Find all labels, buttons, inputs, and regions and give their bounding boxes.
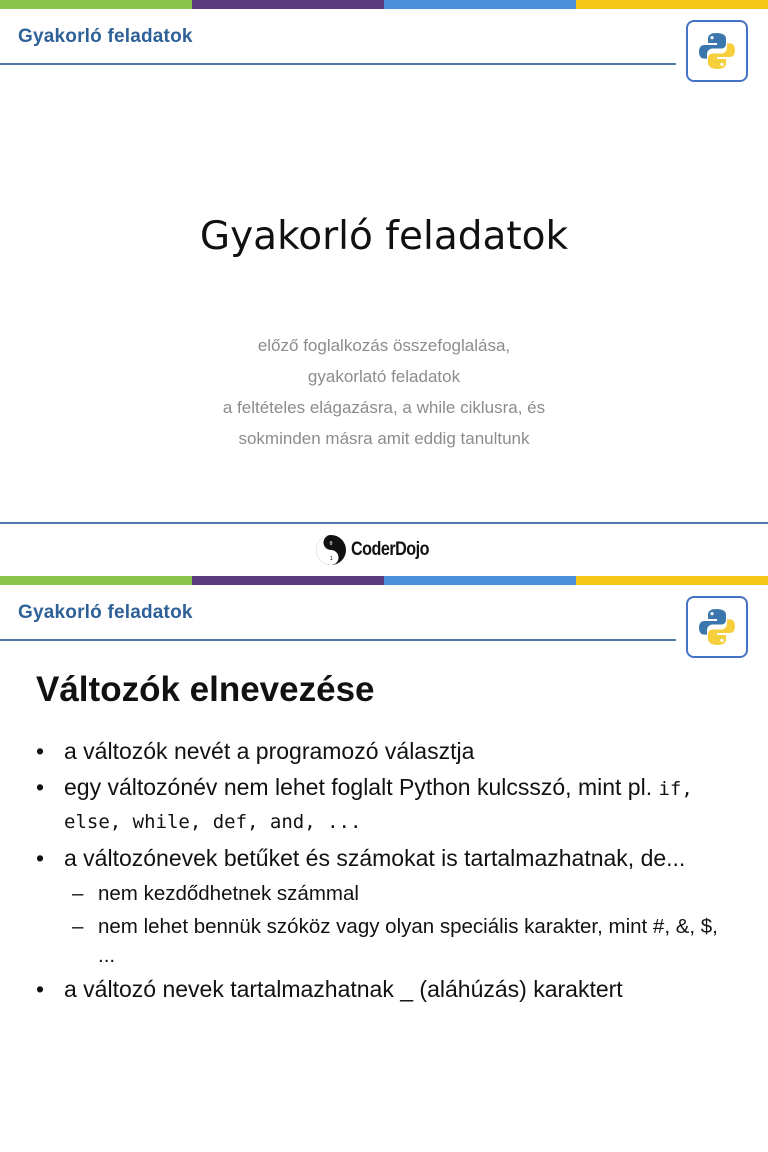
subtitle-line: sokminden másra amit eddig tanultunk	[238, 429, 530, 448]
slide-subtitle	[0, 330, 768, 454]
subtitle-line: gyakorlató feladatok	[307, 367, 461, 386]
bullet-item: • a változó nevek tartalmazhatnak _ (aláhúzás) karaktert	[36, 974, 736, 1005]
svg-text:0: 0	[329, 541, 333, 547]
color-stripe	[0, 576, 768, 585]
sub-bullet-item: – nem lehet bennük szóköz vagy olyan speciális karakter, mint #, &, $, ...	[36, 912, 736, 970]
python-logo-icon	[686, 20, 748, 82]
svg-text:1: 1	[329, 556, 333, 562]
header-divider	[0, 63, 676, 65]
coderdojo-logo-icon	[315, 534, 347, 566]
slide-heading: Változók elnevezése	[36, 670, 375, 709]
bullet-item	[36, 772, 736, 838]
header-divider	[0, 639, 676, 641]
coderdojo-logo	[315, 534, 443, 566]
python-logo-icon	[686, 596, 748, 658]
color-stripe	[0, 0, 768, 9]
keyword-list: if, else, while, def, and, ...	[64, 778, 693, 833]
coderdojo-logo-text: CoderDojo	[351, 539, 429, 560]
header-title: Gyakorló feladatok	[18, 602, 193, 623]
bullet-item: • a változónevek betűket és számokat is tartalmazhatnak, de...	[36, 843, 736, 874]
subtitle-line: a feltételes elágazásra, a while ciklusra, és	[222, 398, 546, 417]
footer-divider	[0, 522, 768, 524]
header-title: Gyakorló feladatok	[18, 26, 193, 47]
bullet-item: • a változók nevét a programozó választja	[36, 736, 736, 767]
slide-title: Gyakorló feladatok	[199, 214, 569, 259]
bullet-list	[36, 736, 736, 1010]
sub-bullet-item: – nem kezdődhetnek számmal	[36, 879, 736, 908]
content-slide	[0, 576, 768, 1152]
bullet-text: egy változónév nem lehet foglalt Python kulcsszó, mint pl.	[64, 774, 653, 800]
subtitle-line: előző foglalkozás összefoglalása,	[257, 336, 511, 355]
